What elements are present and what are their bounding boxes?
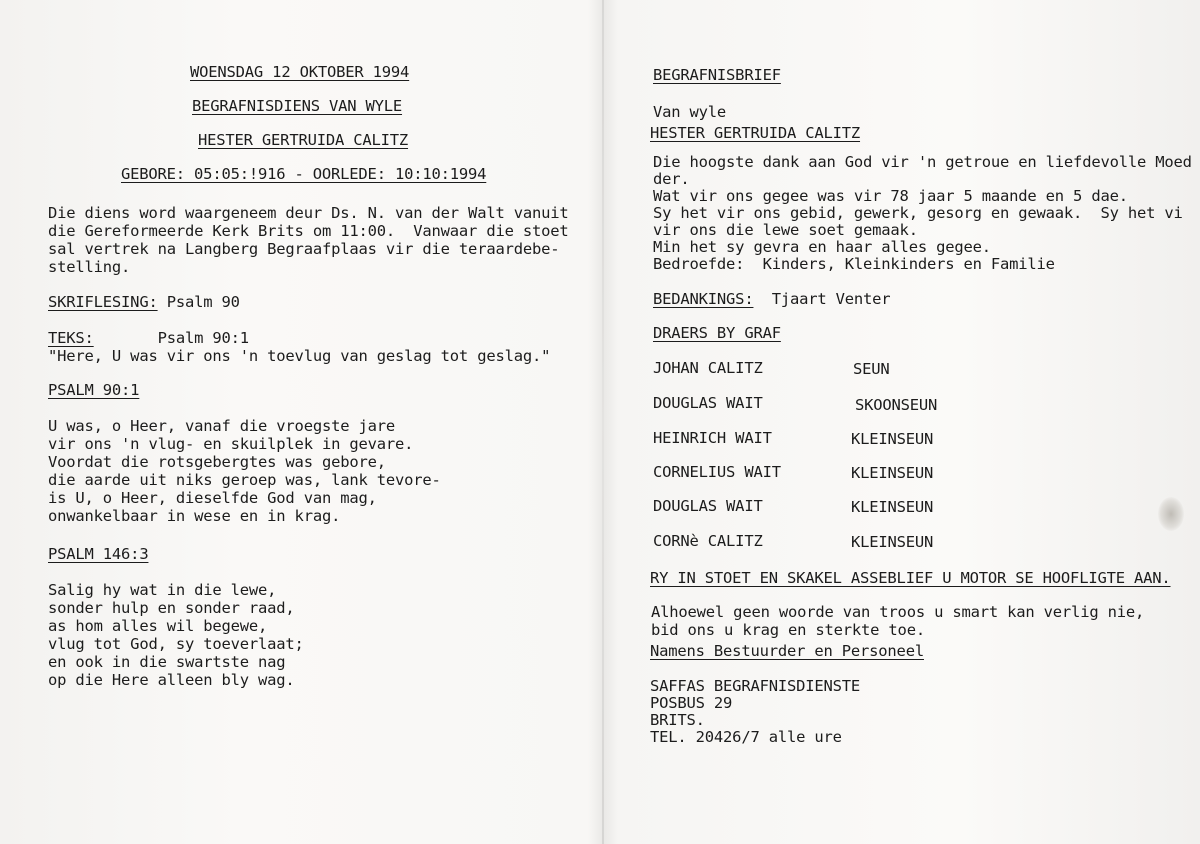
deceased-name-right: HESTER GERTRUIDA CALITZ xyxy=(650,124,861,142)
address-line: SAFFAS BEGRAFNISDIENSTE xyxy=(650,677,861,695)
psalm-90-line: onwankelbaar in wese en in krag. xyxy=(48,507,341,525)
psalm-146-line: Salig hy wat in die lewe, xyxy=(48,581,277,599)
skriflesing-value: Psalm 90 xyxy=(157,293,240,311)
psalm-90-line: U was, o Heer, vanaf die vroegste jare xyxy=(48,417,396,435)
skriflesing-row xyxy=(48,293,240,311)
psalm-90-line: die aarde uit niks geroep was, lank tevore- xyxy=(48,471,441,489)
pallbearer-name: HEINRICH WAIT xyxy=(653,429,772,447)
comfort-line: Alhoewel geen woorde van troos u smart kan verlig nie, xyxy=(651,603,1145,621)
paper-fold xyxy=(602,0,604,844)
right-page xyxy=(650,0,1192,844)
letter-body-line: Wat vir ons gegee was vir 78 jaar 5 maande en 5 dae. xyxy=(653,187,1128,205)
psalm-146-line: vlug tot God, sy toeverlaat; xyxy=(48,635,304,653)
psalm-90-line: vir ons 'n vlug- en skuilplek in gevare. xyxy=(48,435,414,453)
letter-body-line: vir ons die lewe soet gemaak. xyxy=(653,221,918,239)
psalm-146-title: PSALM 146:3 xyxy=(48,545,149,563)
skriflesing-label: SKRIFLESING: xyxy=(48,293,158,311)
bedankings-value: Tjaart Venter xyxy=(753,290,891,308)
intro-line-1: Die diens word waargeneem deur Ds. N. van der Walt vanuit xyxy=(48,204,569,222)
comfort-line: bid ons u krag en sterkte toe. xyxy=(651,621,925,639)
pallbearer-relation: KLEINSEUN xyxy=(851,430,934,448)
headlights-notice: RY IN STOET EN SKAKEL ASSEBLIEF U MOTOR SE HOOFLIGTE AAN. xyxy=(650,569,1171,587)
birth-death-dates: GEBORE: 05:05:!916 - OORLEDE: 10:10:1994 xyxy=(121,165,487,183)
teks-label: TEKS: xyxy=(48,329,94,347)
bedankings-label: BEDANKINGS: xyxy=(653,290,754,308)
letter-body-line: der. xyxy=(653,170,690,188)
letter-body-line: Min het sy gevra en haar alles gegee. xyxy=(653,238,991,256)
intro-line-4: stelling. xyxy=(48,258,131,276)
psalm-90-line: Voordat die rotsgebergtes was gebore, xyxy=(48,453,386,471)
pallbearer-name: DOUGLAS WAIT xyxy=(653,394,763,412)
teks-row xyxy=(48,329,249,347)
letter-body-line: Sy het vir ons gebid, gewerk, gesorg en gewaak. Sy het vi xyxy=(653,204,1183,222)
pallbearer-relation: KLEINSEUN xyxy=(851,533,934,551)
pallbearer-name: JOHAN CALITZ xyxy=(653,359,763,377)
letter-body-line: Bedroefde: Kinders, Kleinkinders en Familie xyxy=(653,255,1055,273)
psalm-90-title: PSALM 90:1 xyxy=(48,381,140,399)
teks-quote: "Here, U was vir ons 'n toevlug van geslag tot geslag." xyxy=(48,347,551,365)
left-page xyxy=(48,0,588,844)
psalm-146-line: as hom alles wil begewe, xyxy=(48,617,268,635)
letter-body-line: Die hoogste dank aan God vir 'n getroue en liefdevolle Moed xyxy=(653,153,1192,171)
intro-line-3: sal vertrek na Langberg Begraafplaas vir die teraardebe- xyxy=(48,240,560,258)
pallbearer-relation: KLEINSEUN xyxy=(851,498,934,516)
van-wyle: Van wyle xyxy=(653,103,727,121)
service-date: WOENSDAG 12 OKTOBER 1994 xyxy=(190,63,410,81)
pallbearers-title: DRAERS BY GRAF xyxy=(653,324,781,342)
teks-value: Psalm 90:1 xyxy=(93,329,249,347)
pallbearer-name: CORNè CALITZ xyxy=(653,532,763,550)
pallbearer-name: DOUGLAS WAIT xyxy=(653,497,763,515)
intro-line-2: die Gereformeerde Kerk Brits om 11:00. Vanwaar die stoet xyxy=(48,222,569,240)
psalm-146-line: op die Here alleen bly wag. xyxy=(48,671,295,689)
psalm-146-line: en ook in die swartste nag xyxy=(48,653,286,671)
psalm-90-line: is U, o Heer, dieselfde God van mag, xyxy=(48,489,377,507)
address-line: POSBUS 29 xyxy=(650,694,733,712)
address-line: BRITS. xyxy=(650,711,705,729)
service-title: BEGRAFNISDIENS VAN WYLE xyxy=(192,97,403,115)
pallbearer-relation: SEUN xyxy=(853,360,890,378)
pallbearer-relation: KLEINSEUN xyxy=(851,464,934,482)
deceased-name: HESTER GERTRUIDA CALITZ xyxy=(198,131,409,149)
on-behalf-line: Namens Bestuurder en Personeel xyxy=(650,642,924,660)
pallbearer-name: CORNELIUS WAIT xyxy=(653,463,781,481)
letter-title: BEGRAFNISBRIEF xyxy=(653,66,781,84)
psalm-146-line: sonder hulp en sonder raad, xyxy=(48,599,295,617)
pallbearer-relation: SKOONSEUN xyxy=(855,396,938,414)
address-line: TEL. 20426/7 alle ure xyxy=(650,728,842,746)
bedankings-row xyxy=(653,290,890,308)
